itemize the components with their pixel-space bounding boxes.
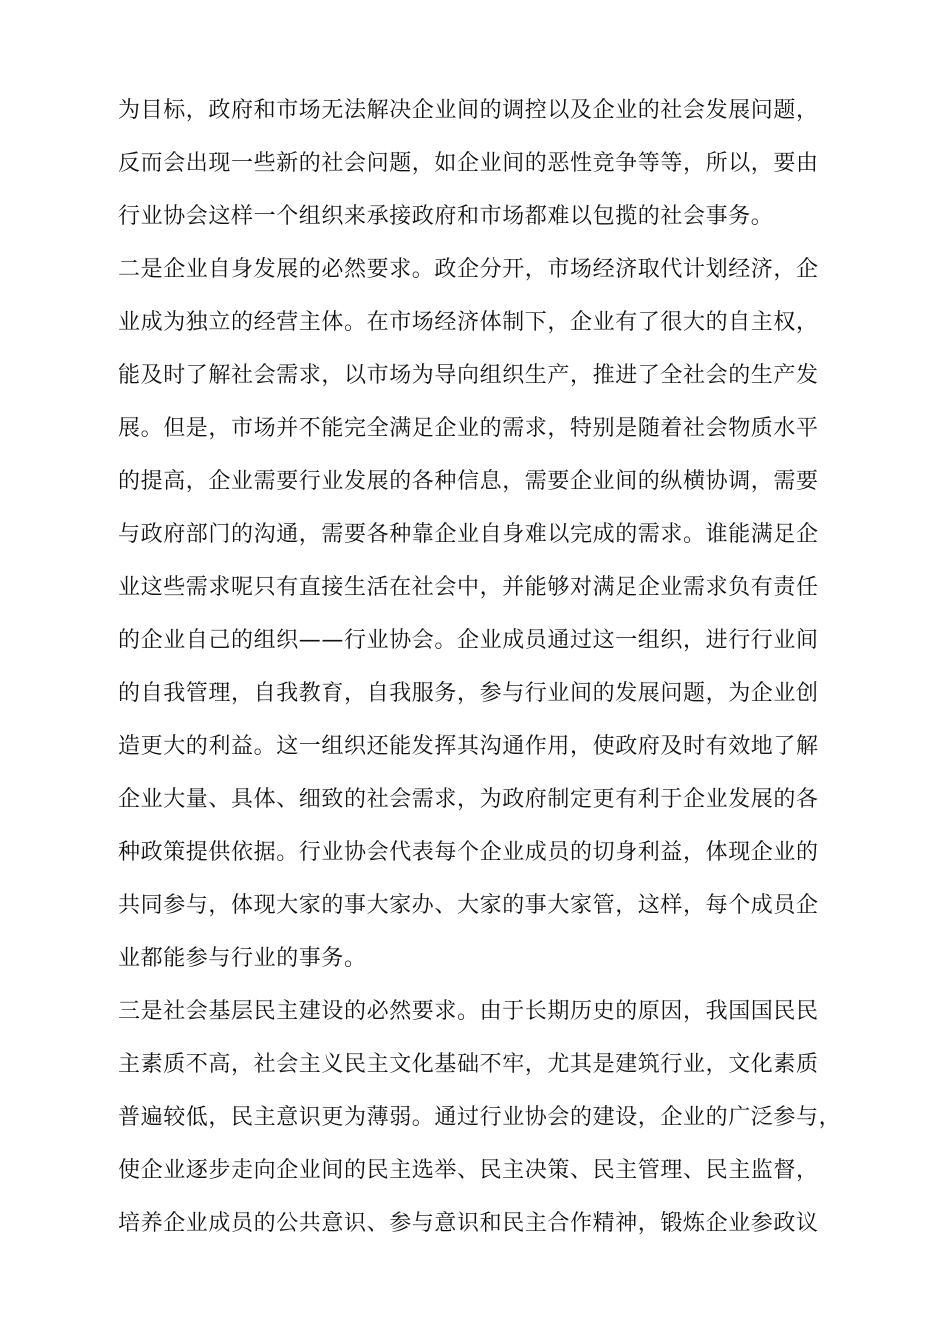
text-line: 培养企业成员的公共意识、参与意识和民主合作精神，锻炼企业参政议 bbox=[118, 1211, 819, 1236]
text-line: 业这些需求呢只有直接生活在社会中，并能够对满足企业需求负有责任 bbox=[118, 575, 819, 600]
text-line: 造更大的利益。这一组织还能发挥其沟通作用，使政府及时有效地了解 bbox=[118, 734, 819, 759]
text-line: 的自我管理，自我教育，自我服务，参与行业间的发展问题，为企业创 bbox=[118, 681, 819, 706]
text-line: 二是企业自身发展的必然要求。政企分开，市场经济取代计划经济，企 bbox=[118, 257, 819, 282]
text-line: 企业大量、具体、细致的社会需求，为政府制定更有利于企业发展的各 bbox=[118, 787, 819, 812]
text-line: 业都能参与行业的事务。 bbox=[118, 946, 367, 971]
text-line: 展。但是，市场并不能完全满足企业的需求，特别是随着社会物质水平 bbox=[118, 416, 819, 441]
text-line: 反而会出现一些新的社会问题，如企业间的恶性竞争等等，所以，要由 bbox=[118, 151, 819, 176]
text-line: 的提高，企业需要行业发展的各种信息，需要企业间的纵横协调，需要 bbox=[118, 469, 819, 494]
text-line: 普遍较低，民主意识更为薄弱。通过行业协会的建设，企业的广泛参与， bbox=[118, 1105, 842, 1130]
text-line: 主素质不高，社会主义民主文化基础不牢，尤其是建筑行业，文化素质 bbox=[118, 1052, 819, 1077]
text-line: 种政策提供依据。行业协会代表每个企业成员的切身利益，体现企业的 bbox=[118, 840, 819, 865]
text-line: 三是社会基层民主建设的必然要求。由于长期历史的原因，我国国民民 bbox=[118, 999, 819, 1024]
text-line: 能及时了解社会需求，以市场为导向组织生产，推进了全社会的生产发 bbox=[118, 363, 819, 388]
text-line: 与政府部门的沟通，需要各种靠企业自身难以完成的需求。谁能满足企 bbox=[118, 522, 819, 547]
text-line: 为目标，政府和市场无法解决企业间的调控以及企业的社会发展问题， bbox=[118, 98, 819, 123]
text-line: 使企业逐步走向企业间的民主选举、民主决策、民主管理、民主监督， bbox=[118, 1158, 819, 1183]
text-line: 行业协会这样一个组织来承接政府和市场都难以包揽的社会事务。 bbox=[118, 204, 774, 229]
text-line: 的企业自己的组织——行业协会。企业成员通过这一组织，进行行业间 bbox=[118, 628, 819, 653]
text-line: 业成为独立的经营主体。在市场经济体制下，企业有了很大的自主权， bbox=[118, 310, 819, 335]
text-line: 共同参与，体现大家的事大家办、大家的事大家管，这样，每个成员企 bbox=[118, 893, 819, 918]
